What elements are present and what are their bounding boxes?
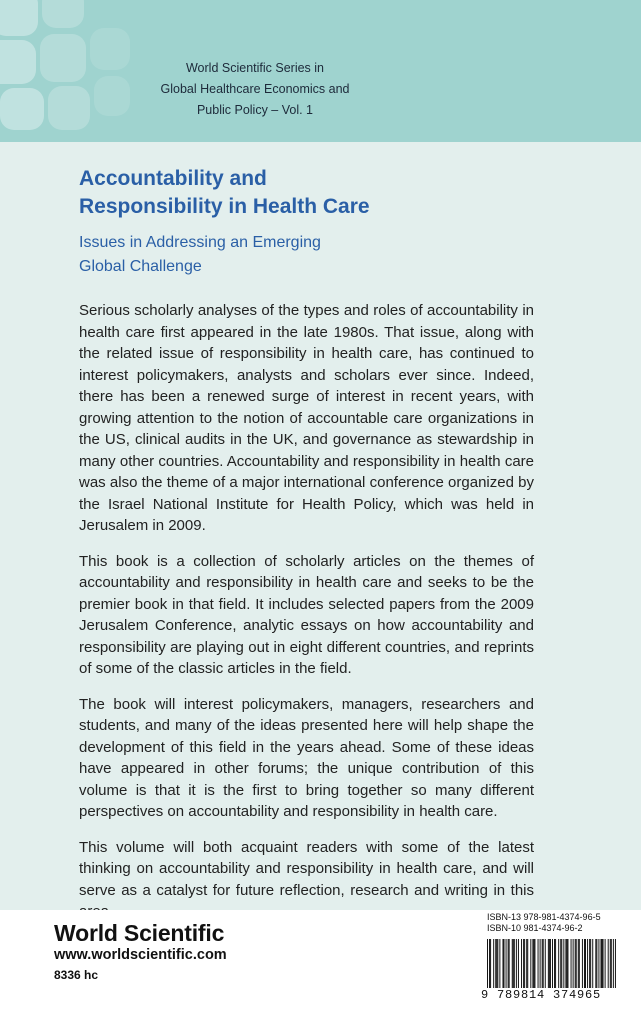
barcode-bar [600,939,601,989]
barcode-bar [565,939,566,989]
blurb [79,300,534,937]
book-subtitle: Issues in Addressing an Emerging Global Challenge [79,234,321,275]
barcode-bar [527,939,528,989]
isbn-13: ISBN-13 978-981-4374-96-5 [487,912,601,922]
barcode-bar [493,939,494,989]
decorative-square [0,0,38,36]
barcode-bar [516,939,517,989]
isbn-barcode [477,912,625,1010]
barcode-bar [585,939,586,989]
isbn-10: ISBN-10 981-4374-96-2 [487,923,583,933]
barcode-bar [558,939,559,989]
barcode-bar [512,939,513,989]
decorative-square [94,76,130,116]
barcode-bar [555,939,556,989]
barcode-bar [526,939,527,989]
barcode-bar [595,939,596,989]
barcode-bar [538,939,539,989]
barcode-bar [566,939,567,989]
barcode-bar [509,939,510,989]
barcode-bar [575,939,576,989]
barcode-bar [506,939,507,989]
barcode-bar [499,939,500,989]
barcode-bar [589,939,590,989]
barcode-bar [514,939,515,989]
series-band [0,0,641,142]
barcode-bar [563,939,564,989]
decorative-square [0,40,36,84]
barcode-bar [552,939,553,989]
barcode-bar [548,939,549,989]
barcode-bar [490,939,491,989]
barcode-bar [495,939,496,989]
barcode-bar [534,939,535,989]
barcode-bar [496,939,497,989]
barcode-bar [521,939,522,989]
barcode-bar [533,939,534,989]
series-name: World Scientific Series in Global Healthcare Economics and Public Policy – Vol. 1 [160,61,350,117]
barcode-bar [497,939,498,989]
barcode-bar [508,939,509,989]
barcode-bar [615,939,616,989]
barcode-bar [596,939,597,989]
barcode-bar [543,939,544,989]
publisher-band [0,910,641,1020]
blurb-paragraph: Serious scholarly analyses of the types and roles of accountability in health care first appeared in the late 1980s. That issue, along with the related issue of responsibility in health care, has continued to interest policymakers, analysts and scholars ever since. Indeed, there has been a renewed surge of interest in recent years, with growing attention to the notion of accountable care organizations in the US, clinical audits in the UK, and governance as stewardship in many other countries. Accountability and responsibility in health care was also the theme of a major international conference organized by the Israel National Institute for Health Policy, which was held in Jerusalem in 2009. [79,302,534,534]
decorative-square [40,34,86,82]
decorative-square [48,86,90,130]
barcode-bar [530,939,531,989]
barcode-bar [523,939,524,989]
decorative-square [42,0,84,28]
barcode-bar [613,939,614,989]
barcode-bar [578,939,579,989]
barcode-bar [513,939,514,989]
barcode-bar [610,939,611,989]
barcode-bar [608,939,609,989]
publisher-name: World Scientific [54,920,225,946]
blurb-paragraph: The book will interest policymakers, managers, researchers and students, and many of the ideas presented here will help shape the development of this field in the years ahead. Some of these ideas have appeared in other forums; the unique contribution of this volume is that it is the first to bring together so many different perspectives on accountability and responsibility in health care. [79,695,534,820]
barcode-bar [540,939,541,989]
barcode-bar [550,939,551,989]
product-code: 8336 hc [54,968,99,982]
decorative-square [0,88,44,130]
barcode-bar [587,939,588,989]
barcode-bar [542,939,543,989]
barcode-bar [590,939,591,989]
barcode-bar [545,939,546,989]
barcode-bar [584,939,585,989]
barcode-bar [571,939,572,989]
barcode-bar [524,939,525,989]
barcode-bar [567,939,568,989]
barcode-bar [502,939,503,989]
barcode-bar [561,939,562,989]
barcode-bar [560,939,561,989]
barcode-bar [518,939,519,989]
book-title: Accountability and Responsibility in Health Care [79,167,370,218]
barcode-bar [582,939,583,989]
barcode-bar [603,939,604,989]
barcode-bar [602,939,603,989]
barcode-bar [592,939,593,989]
barcode-bar [487,939,488,989]
barcode-bar [554,939,555,989]
publisher-url: www.worldscientific.com [54,947,227,963]
decorative-square [90,28,130,70]
barcode-bar [576,939,577,989]
barcode-bar [611,939,612,989]
barcode-bar [579,939,580,989]
barcode-bar [598,939,599,989]
barcode-bar [504,939,505,989]
barcode-digits: 9 789814 374965 [479,988,621,1002]
barcode-bar [573,939,574,989]
barcode-bar [532,939,533,989]
barcode-bar [549,939,550,989]
blurb-paragraph: This book is a collection of scholarly articles on the themes of accountability and responsibility in health care and seeks to be the premier book in that field. It includes selected papers from the 2009 Jerusalem Conference, analytic essays on how accountability and responsibility are playing out in eight different countries, and reprints of some of the classic articles in the field. [79,552,534,677]
barcode-bar [489,939,490,989]
barcode-bar [605,939,606,989]
blurb-paragraph: This volume will both acquaint readers with some of the latest thinking on accountability and responsibility in health care, and will serve as a catalyst for future reflection, research and writing in this [79,838,534,899]
